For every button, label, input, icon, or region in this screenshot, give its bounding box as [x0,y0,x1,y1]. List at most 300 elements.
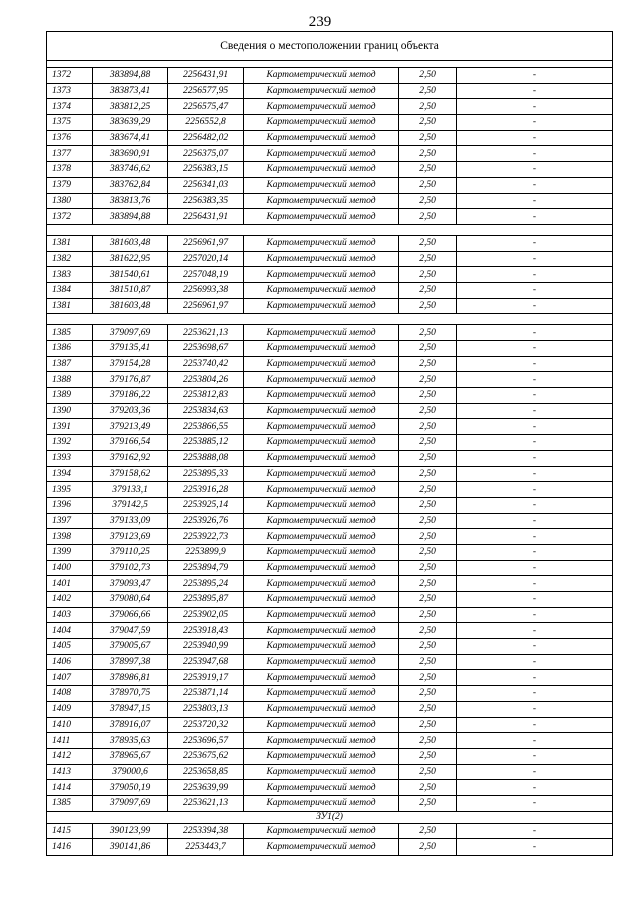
table-row [47,655,612,671]
coordinate-y-cell: 2256375,07 [168,146,244,161]
point-number-cell: 1408 [47,686,93,701]
note-cell: - [532,180,537,191]
point-number-cell: 1392 [47,435,93,450]
point-number-cell: 1381 [47,236,93,251]
method-cell: Картометрический метод [244,718,399,733]
point-number-cell: 1394 [47,467,93,482]
accuracy-cell: 2,50 [399,283,457,298]
table-row [47,68,612,84]
point-number-cell: 1416 [47,839,93,855]
coordinate-y-cell: 2253922,73 [168,529,244,544]
coordinate-x-cell: 390123,99 [93,824,168,839]
accuracy-cell: 2,50 [399,765,457,780]
table-row [47,451,612,467]
method-cell: Картометрический метод [244,529,399,544]
method-cell: Картометрический метод [244,733,399,748]
accuracy-cell: 2,50 [399,194,457,209]
table-row [47,733,612,749]
coordinate-y-cell: 2253698,67 [168,341,244,356]
coordinate-x-cell: 378965,67 [93,749,168,764]
point-number-cell: 1385 [47,796,93,811]
accuracy-cell: 2,50 [399,655,457,670]
table-row [47,267,612,283]
accuracy-cell: 2,50 [399,529,457,544]
table-body [47,68,612,855]
accuracy-cell: 2,50 [399,796,457,811]
coordinate-y-cell: 2256341,03 [168,178,244,193]
coordinate-y-cell: 2253947,68 [168,655,244,670]
table-row [47,718,612,734]
coordinate-y-cell: 2256431,91 [168,68,244,83]
point-number-cell: 1397 [47,514,93,529]
point-number-cell: 1376 [47,131,93,146]
method-cell: Картометрический метод [244,388,399,403]
point-number-cell: 1379 [47,178,93,193]
method-cell: Картометрический метод [244,267,399,282]
point-number-cell: 1407 [47,670,93,685]
table-row [47,514,612,530]
method-cell: Картометрический метод [244,514,399,529]
method-cell: Картометрический метод [244,592,399,607]
coordinate-y-cell: 2253902,05 [168,608,244,623]
point-number-cell: 1372 [47,68,93,83]
accuracy-cell: 2,50 [399,404,457,419]
note-cell: - [532,547,537,558]
table-row [47,372,612,388]
coordinate-x-cell: 379102,73 [93,561,168,576]
accuracy-cell: 2,50 [399,592,457,607]
note-cell: - [532,269,537,280]
coordinate-y-cell: 2253885,12 [168,435,244,450]
coordinate-x-cell: 379047,59 [93,623,168,638]
coordinate-x-cell: 383674,41 [93,131,168,146]
coordinate-x-cell: 379123,69 [93,529,168,544]
method-cell: Картометрический метод [244,283,399,298]
method-cell: Картометрический метод [244,796,399,811]
note-cell: - [532,437,537,448]
note-cell: - [532,343,537,354]
coordinate-x-cell: 379133,09 [93,514,168,529]
accuracy-cell: 2,50 [399,839,457,855]
method-cell: Картометрический метод [244,451,399,466]
coordinate-x-cell: 379080,64 [93,592,168,607]
coordinate-y-cell: 2253658,85 [168,765,244,780]
point-number-cell: 1373 [47,84,93,99]
method-cell: Картометрический метод [244,498,399,513]
table-row [47,404,612,420]
accuracy-cell: 2,50 [399,357,457,372]
coordinate-x-cell: 378997,38 [93,655,168,670]
note-cell: - [532,562,537,573]
coordinate-y-cell: 2253639,99 [168,780,244,795]
coordinate-y-cell: 2253926,76 [168,514,244,529]
method-cell: Картометрический метод [244,84,399,99]
coordinate-y-cell: 2253894,79 [168,561,244,576]
table-row [47,529,612,545]
table-row [47,146,612,162]
coordinate-x-cell: 378947,15 [93,702,168,717]
accuracy-cell: 2,50 [399,545,457,560]
note-cell: - [532,164,537,175]
method-cell: Картометрический метод [244,639,399,654]
table-row [47,115,612,131]
coordinate-y-cell: 2253720,32 [168,718,244,733]
coordinate-x-cell: 381603,48 [93,236,168,251]
accuracy-cell: 2,50 [399,623,457,638]
note-cell: - [532,211,537,222]
point-number-cell: 1388 [47,372,93,387]
accuracy-cell: 2,50 [399,341,457,356]
method-cell: Картометрический метод [244,372,399,387]
point-number-cell: 1399 [47,545,93,560]
note-cell: - [532,468,537,479]
accuracy-cell: 2,50 [399,639,457,654]
coordinate-y-cell: 2253888,08 [168,451,244,466]
method-cell: Картометрический метод [244,765,399,780]
table-row [47,84,612,100]
method-cell: Картометрический метод [244,686,399,701]
coordinate-x-cell: 383813,76 [93,194,168,209]
coordinate-x-cell: 379142,5 [93,498,168,513]
note-cell: - [532,421,537,432]
note-cell: - [532,374,537,385]
point-number-cell: 1396 [47,498,93,513]
table-row [47,467,612,483]
method-cell: Картометрический метод [244,467,399,482]
coordinate-y-cell: 2256575,47 [168,99,244,114]
coordinate-y-cell: 2253834,63 [168,404,244,419]
note-cell: - [532,704,537,715]
coordinate-y-cell: 2253895,33 [168,467,244,482]
note-cell: - [532,842,537,853]
accuracy-cell: 2,50 [399,419,457,434]
table-row [47,686,612,702]
parcel-label-row: ЗУ1(2) [47,812,612,824]
note-cell: - [532,453,537,464]
boundary-table [46,31,613,856]
coordinate-y-cell: 2256577,95 [168,84,244,99]
method-cell: Картометрический метод [244,162,399,177]
accuracy-cell: 2,50 [399,325,457,340]
method-cell: Картометрический метод [244,670,399,685]
coordinate-x-cell: 379203,36 [93,404,168,419]
point-number-cell: 1415 [47,824,93,839]
coordinate-x-cell: 383873,41 [93,84,168,99]
coordinate-x-cell: 379186,22 [93,388,168,403]
point-number-cell: 1404 [47,623,93,638]
coordinate-y-cell: 2253916,28 [168,482,244,497]
point-number-cell: 1374 [47,99,93,114]
accuracy-cell: 2,50 [399,209,457,224]
table-row [47,623,612,639]
header-spacer-row [47,61,612,68]
accuracy-cell: 2,50 [399,498,457,513]
note-cell: - [532,117,537,128]
accuracy-cell: 2,50 [399,236,457,251]
method-cell: Картометрический метод [244,115,399,130]
point-number-cell: 1382 [47,252,93,267]
method-cell: Картометрический метод [244,236,399,251]
coordinate-y-cell: 2256383,35 [168,194,244,209]
coordinate-x-cell: 379154,28 [93,357,168,372]
point-number-cell: 1377 [47,146,93,161]
point-number-cell: 1414 [47,780,93,795]
note-cell: - [532,300,537,311]
coordinate-y-cell: 2253804,26 [168,372,244,387]
coordinate-x-cell: 383812,25 [93,99,168,114]
accuracy-cell: 2,50 [399,718,457,733]
accuracy-cell: 2,50 [399,576,457,591]
table-row [47,639,612,655]
coordinate-x-cell: 379176,87 [93,372,168,387]
coordinate-x-cell: 378970,75 [93,686,168,701]
table-row [47,341,612,357]
method-cell: Картометрический метод [244,419,399,434]
coordinate-x-cell: 381510,87 [93,283,168,298]
accuracy-cell: 2,50 [399,435,457,450]
accuracy-cell: 2,50 [399,467,457,482]
table-row [47,839,612,855]
accuracy-cell: 2,50 [399,780,457,795]
note-cell: - [532,657,537,668]
accuracy-cell: 2,50 [399,84,457,99]
accuracy-cell: 2,50 [399,702,457,717]
table-row [47,357,612,373]
table-row [47,592,612,608]
method-cell: Картометрический метод [244,341,399,356]
point-number-cell: 1398 [47,529,93,544]
note-cell: - [532,195,537,206]
table-row [47,670,612,686]
accuracy-cell: 2,50 [399,608,457,623]
coordinate-x-cell: 379000,6 [93,765,168,780]
coordinate-x-cell: 379050,19 [93,780,168,795]
point-number-cell: 1401 [47,576,93,591]
coordinate-y-cell: 2253895,87 [168,592,244,607]
coordinate-x-cell: 379066,66 [93,608,168,623]
table-row [47,561,612,577]
coordinate-y-cell: 2253925,14 [168,498,244,513]
method-cell: Картометрический метод [244,482,399,497]
note-cell: - [532,641,537,652]
point-number-cell: 1386 [47,341,93,356]
separator-row [47,225,612,236]
method-cell: Картометрический метод [244,357,399,372]
table-row [47,419,612,435]
accuracy-cell: 2,50 [399,388,457,403]
table-row [47,702,612,718]
method-cell: Картометрический метод [244,780,399,795]
table-row [47,131,612,147]
coordinate-y-cell: 2256993,38 [168,283,244,298]
note-cell: - [532,500,537,511]
coordinate-x-cell: 381622,95 [93,252,168,267]
point-number-cell: 1405 [47,639,93,654]
coordinate-x-cell: 379213,49 [93,419,168,434]
accuracy-cell: 2,50 [399,146,457,161]
method-cell: Картометрический метод [244,178,399,193]
coordinate-y-cell: 2256961,97 [168,299,244,314]
accuracy-cell: 2,50 [399,131,457,146]
method-cell: Картометрический метод [244,561,399,576]
coordinate-x-cell: 379135,41 [93,341,168,356]
separator-row [47,314,612,325]
point-number-cell: 1412 [47,749,93,764]
point-number-cell: 1389 [47,388,93,403]
coordinate-x-cell: 390141,86 [93,839,168,855]
note-cell: - [532,70,537,81]
method-cell: Картометрический метод [244,839,399,855]
table-row [47,824,612,840]
coordinate-y-cell: 2253940,99 [168,639,244,654]
note-cell: - [532,101,537,112]
method-cell: Картометрический метод [244,824,399,839]
point-number-cell: 1393 [47,451,93,466]
coordinate-y-cell: 2253394,38 [168,824,244,839]
accuracy-cell: 2,50 [399,733,457,748]
coordinate-x-cell: 379162,92 [93,451,168,466]
page-number: 239 [308,14,332,30]
coordinate-y-cell: 2256383,15 [168,162,244,177]
table-row [47,482,612,498]
accuracy-cell: 2,50 [399,451,457,466]
accuracy-cell: 2,50 [399,482,457,497]
point-number-cell: 1413 [47,765,93,780]
coordinate-x-cell: 379097,69 [93,325,168,340]
accuracy-cell: 2,50 [399,749,457,764]
note-cell: - [532,688,537,699]
note-cell: - [532,359,537,370]
coordinate-x-cell: 378916,07 [93,718,168,733]
coordinate-y-cell: 2253918,43 [168,623,244,638]
table-row [47,194,612,210]
note-cell: - [532,594,537,605]
coordinate-x-cell: 383639,29 [93,115,168,130]
note-cell: - [532,515,537,526]
coordinate-x-cell: 379166,54 [93,435,168,450]
coordinate-y-cell: 2256961,97 [168,236,244,251]
table-row [47,765,612,781]
point-number-cell: 1411 [47,733,93,748]
table-row [47,388,612,404]
coordinate-x-cell: 381540,61 [93,267,168,282]
point-number-cell: 1383 [47,267,93,282]
coordinate-y-cell: 2253443,7 [168,839,244,855]
table-title: Сведения о местоположении границ объекта [47,32,612,61]
coordinate-x-cell: 379097,69 [93,796,168,811]
coordinate-y-cell: 2253740,42 [168,357,244,372]
coordinate-y-cell: 2253899,9 [168,545,244,560]
table-row [47,299,612,315]
note-cell: - [532,484,537,495]
method-cell: Картометрический метод [244,404,399,419]
point-number-cell: 1403 [47,608,93,623]
method-cell: Картометрический метод [244,702,399,717]
accuracy-cell: 2,50 [399,372,457,387]
method-cell: Картометрический метод [244,655,399,670]
table-row [47,252,612,268]
point-number-cell: 1381 [47,299,93,314]
coordinate-y-cell: 2253895,24 [168,576,244,591]
point-number-cell: 1409 [47,702,93,717]
coordinate-y-cell: 2253675,62 [168,749,244,764]
method-cell: Картометрический метод [244,131,399,146]
note-cell: - [532,390,537,401]
note-cell: - [532,798,537,809]
table-row [47,545,612,561]
coordinate-x-cell: 383762,84 [93,178,168,193]
coordinate-y-cell: 2256431,91 [168,209,244,224]
note-cell: - [532,148,537,159]
coordinate-x-cell: 383746,62 [93,162,168,177]
accuracy-cell: 2,50 [399,299,457,314]
coordinate-x-cell: 378986,81 [93,670,168,685]
coordinate-x-cell: 379110,25 [93,545,168,560]
coordinate-x-cell: 381603,48 [93,299,168,314]
coordinate-y-cell: 2253696,57 [168,733,244,748]
coordinate-y-cell: 2253871,14 [168,686,244,701]
coordinate-y-cell: 2257048,19 [168,267,244,282]
table-row [47,435,612,451]
note-cell: - [532,782,537,793]
accuracy-cell: 2,50 [399,824,457,839]
note-cell: - [532,719,537,730]
note-cell: - [532,238,537,249]
accuracy-cell: 2,50 [399,99,457,114]
coordinate-y-cell: 2253812,83 [168,388,244,403]
table-row [47,749,612,765]
point-number-cell: 1390 [47,404,93,419]
note-cell: - [532,735,537,746]
table-row [47,209,612,225]
note-cell: - [532,610,537,621]
note-cell: - [532,86,537,97]
point-number-cell: 1375 [47,115,93,130]
table-row [47,162,612,178]
accuracy-cell: 2,50 [399,162,457,177]
coordinate-y-cell: 2256482,02 [168,131,244,146]
note-cell: - [532,672,537,683]
accuracy-cell: 2,50 [399,670,457,685]
point-number-cell: 1395 [47,482,93,497]
method-cell: Картометрический метод [244,325,399,340]
note-cell: - [532,406,537,417]
method-cell: Картометрический метод [244,435,399,450]
accuracy-cell: 2,50 [399,178,457,193]
table-row [47,178,612,194]
note-cell: - [532,133,537,144]
method-cell: Картометрический метод [244,99,399,114]
note-cell: - [532,327,537,338]
table-row [47,498,612,514]
note-cell: - [532,766,537,777]
accuracy-cell: 2,50 [399,115,457,130]
method-cell: Картометрический метод [244,146,399,161]
note-cell: - [532,253,537,264]
point-number-cell: 1406 [47,655,93,670]
table-row [47,99,612,115]
coordinate-y-cell: 2253866,55 [168,419,244,434]
method-cell: Картометрический метод [244,209,399,224]
accuracy-cell: 2,50 [399,267,457,282]
coordinate-x-cell: 383690,91 [93,146,168,161]
table-row [47,325,612,341]
method-cell: Картометрический метод [244,252,399,267]
coordinate-x-cell: 379093,47 [93,576,168,591]
coordinate-x-cell: 379158,62 [93,467,168,482]
point-number-cell: 1387 [47,357,93,372]
note-cell: - [532,285,537,296]
